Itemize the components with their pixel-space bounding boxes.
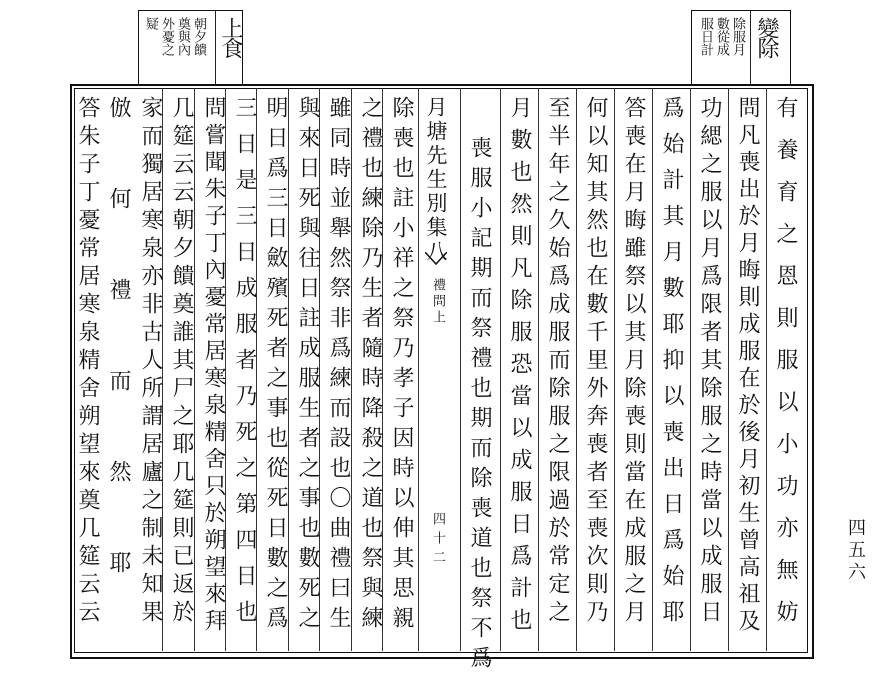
- column-rule: [652, 88, 653, 651]
- text-column: 有養育之恩則服以小功亦無妨: [773, 96, 798, 642]
- column-rule: [766, 88, 767, 651]
- column-rule: [576, 88, 577, 651]
- column-rule: [728, 88, 729, 651]
- header-tab-right: [691, 10, 791, 85]
- text-column: 與來日死與往日註成服生者之事也數死之: [295, 96, 320, 636]
- text-column: 問嘗聞朱子丁內憂常居寒泉精舍只於朔望來拜: [201, 96, 226, 636]
- text-column: 問凡喪出於月晦則成服在於後月初生曾高祖及: [735, 96, 760, 636]
- header-left-line: 朝夕饋: [191, 17, 206, 56]
- column-rule: [614, 88, 615, 651]
- fishtail-mark-icon: [425, 252, 447, 266]
- header-left-line: 奠與內: [175, 17, 190, 56]
- column-rule: [500, 88, 501, 651]
- text-column: 何以知其然也在數千里外奔喪者至喪次則乃: [583, 96, 608, 628]
- text-column: 明日爲三日斂殯死者之事也從死日數之爲: [263, 96, 288, 636]
- column-rule: [460, 88, 461, 651]
- text-column: 三日是三日成服者乃死之第四日也: [232, 96, 257, 636]
- header-right-line: 數從成: [714, 17, 729, 56]
- text-column: 倣何禮而然耶: [106, 96, 131, 642]
- column-rule: [690, 88, 691, 651]
- header-left-line: 疑: [143, 17, 158, 30]
- text-column: 之禮也練除乃生者隨時降殺之道也祭與練: [358, 96, 383, 636]
- text-column: 答朱子丁憂常居寒泉精舍朔望來奠几筵云云: [75, 96, 100, 628]
- text-column: 答喪在月晦雖祭以其月除喪則當在成服之月: [621, 96, 646, 628]
- page-folio: 四五六: [845, 518, 866, 584]
- section-title: 禮問上: [430, 278, 445, 326]
- text-column: 家而獨居寒泉亦非古人所謂居廬之制未知果: [138, 96, 163, 628]
- header-right-label: 變除: [754, 17, 779, 57]
- text-column: 爲始計其月數耶抑以喪出日爲始耶: [659, 96, 684, 636]
- text-column: 至半年之久始爲成服而除服之限過於常定之: [545, 96, 570, 628]
- header-right-line: 除服月: [730, 17, 745, 56]
- header-tab-left: [138, 10, 243, 85]
- column-rule: [538, 88, 539, 651]
- text-column: 除喪也註小祥之祭乃孝子因時以伸其思親: [389, 96, 414, 636]
- center-page-number: 四十二: [430, 512, 445, 569]
- text-column: 功緦之服以月爲限者其除服之時當以成服日: [697, 96, 722, 628]
- text-column: 月數也然則凡除服恐當以成服日爲計也: [507, 96, 532, 640]
- text-column: 几筵云云朝夕饋奠誰其尸之耶几筵則已返於: [169, 96, 194, 628]
- column-rule: [418, 88, 419, 651]
- header-right-subtopics: [698, 17, 745, 56]
- header-left-subtopics: [143, 17, 206, 56]
- header-left-label: 上食: [218, 17, 243, 57]
- header-left-line: 外憂之: [159, 17, 174, 56]
- text-column: 雖同時並舉然祭非爲練而設也〇曲禮曰生: [326, 96, 351, 636]
- header-right-line: 服日計: [698, 17, 713, 56]
- text-column: 喪服小記期而祭禮也期而除喪道也祭不爲: [467, 136, 492, 676]
- book-title: 月塘先生別集八: [424, 96, 448, 264]
